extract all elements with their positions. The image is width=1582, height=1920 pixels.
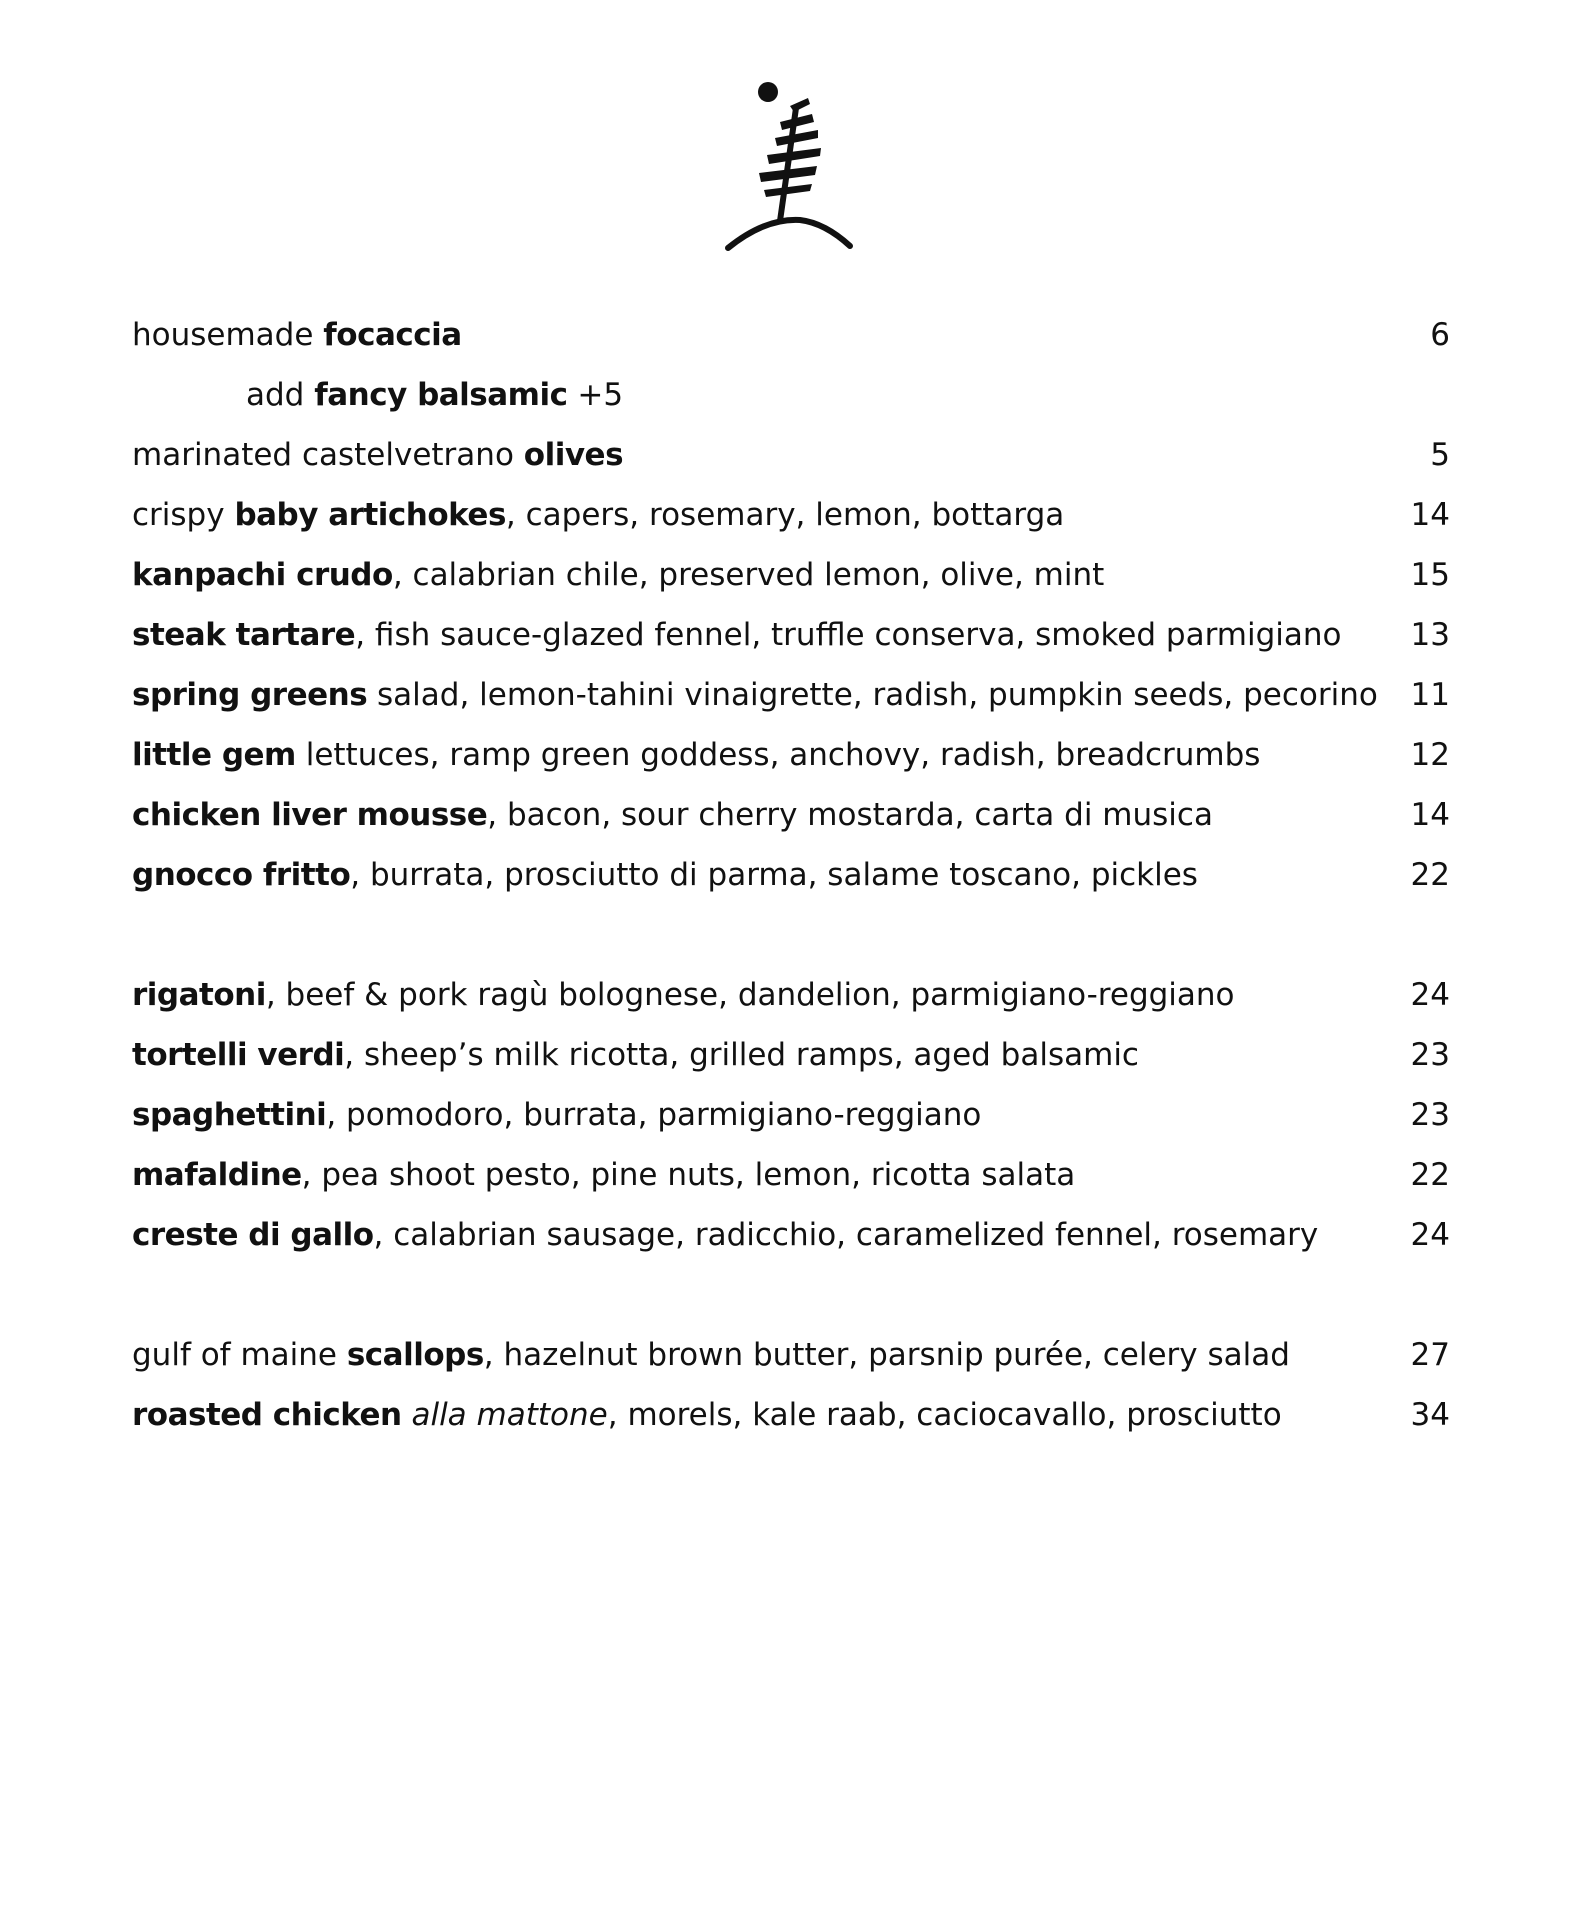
price: 24 — [1410, 977, 1450, 1013]
menu-item: housemade focaccia 6 — [132, 311, 1450, 371]
starters-section — [132, 311, 1450, 911]
price: 24 — [1410, 1217, 1450, 1253]
tree-sun-icon — [720, 78, 860, 258]
menu-item: gnocco fritto, burrata, prosciutto di parma, salame toscano, pickles 22 — [132, 851, 1450, 911]
price: 12 — [1410, 737, 1450, 773]
menu-item: steak tartare, fish sauce-glazed fennel, truffle conserva, smoked parmigiano 13 — [132, 611, 1450, 671]
price: 23 — [1410, 1037, 1450, 1073]
price: 27 — [1410, 1337, 1450, 1373]
menu-item: chicken liver mousse, bacon, sour cherry mostarda, carta di musica 14 — [132, 791, 1450, 851]
menu-item: marinated castelvetrano olives 5 — [132, 431, 1450, 491]
price: 22 — [1410, 857, 1450, 893]
price: 34 — [1410, 1397, 1450, 1433]
menu-item: little gem lettuces, ramp green goddess, anchovy, radish, breadcrumbs 12 — [132, 731, 1450, 791]
mains-section — [132, 1331, 1450, 1451]
section-gap — [132, 1271, 1450, 1331]
pasta-section — [132, 971, 1450, 1271]
menu-item: kanpachi crudo, calabrian chile, preserved lemon, olive, mint 15 — [132, 551, 1450, 611]
price: 15 — [1410, 557, 1450, 593]
menu-item: tortelli verdi, sheep’s milk ricotta, grilled ramps, aged balsamic 23 — [132, 1031, 1450, 1091]
menu-item: spaghettini, pomodoro, burrata, parmigiano-reggiano 23 — [132, 1091, 1450, 1151]
price: 14 — [1410, 497, 1450, 533]
price: 23 — [1410, 1097, 1450, 1133]
menu-item: mafaldine, pea shoot pesto, pine nuts, lemon, ricotta salata 22 — [132, 1151, 1450, 1211]
price: 11 — [1410, 677, 1450, 713]
price: 22 — [1410, 1157, 1450, 1193]
menu-item-addon: add fancy balsamic +5 — [246, 377, 624, 413]
menu-item: crispy baby artichokes, capers, rosemary, lemon, bottarga 14 — [132, 491, 1450, 551]
menu-item: creste di gallo, calabrian sausage, radicchio, caramelized fennel, rosemary 24 — [132, 1211, 1450, 1271]
menu — [132, 311, 1450, 1451]
section-gap — [132, 911, 1450, 971]
menu-item: rigatoni, beef & pork ragù bolognese, dandelion, parmigiano-reggiano 24 — [132, 971, 1450, 1031]
price: 13 — [1410, 617, 1450, 653]
price: 5 — [1430, 437, 1450, 473]
price: 14 — [1410, 797, 1450, 833]
menu-item: spring greens salad, lemon-tahini vinaigrette, radish, pumpkin seeds, pecorino 11 — [132, 671, 1450, 731]
price: 6 — [1430, 317, 1450, 353]
menu-item: roasted chicken alla mattone, morels, kale raab, caciocavallo, prosciutto 34 — [132, 1391, 1450, 1451]
menu-item: gulf of maine scallops, hazelnut brown butter, parsnip purée, celery salad 27 — [132, 1331, 1450, 1391]
